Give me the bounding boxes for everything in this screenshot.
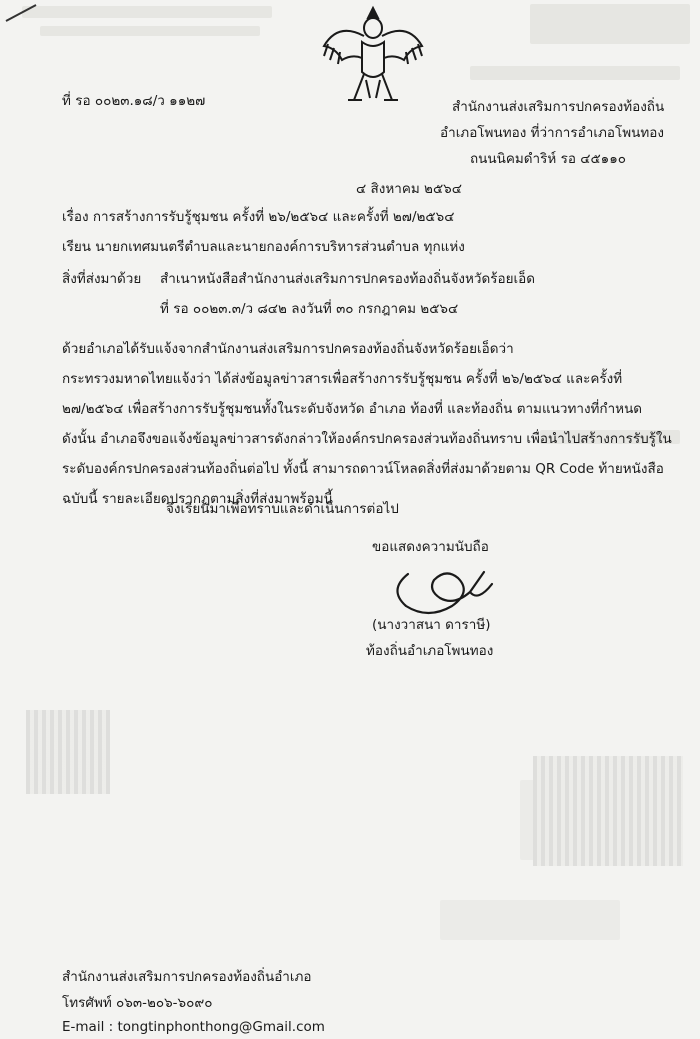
salutation: ขอแสดงความนับถือ: [372, 539, 489, 555]
body-line: ด้วยอำเภอได้รับแจ้งจากสำนักงานส่งเสริมการปกครองท้องถิ่นจังหวัดร้อยเอ็ดว่า: [62, 341, 514, 357]
footer-phone: โทรศัพท์ ๐๖๓-๒๐๖-๖๐๙๐: [62, 995, 213, 1011]
bleed-through: [470, 66, 680, 80]
letter-body: [62, 334, 672, 514]
signer-name: (นางวาสนา ดาราษี): [372, 617, 491, 633]
letter-subject: เรื่อง การสร้างการรับรู้ชุมชน ครั้งที่ ๒๖/๒๕๖๔ และครั้งที่ ๒๗/๒๕๖๔: [62, 209, 455, 225]
closing-request: จึงเรียนมาเพื่อทราบและดำเนินการต่อไป: [166, 501, 399, 517]
bleed-through: [530, 4, 690, 44]
qr-code-bleed: [533, 756, 683, 866]
signer-title: ท้องถิ่นอำเภอโพนทอง: [366, 643, 494, 659]
letter-date: ๔ สิงหาคม ๒๕๖๔: [356, 181, 462, 197]
body-line: กระทรวงมหาดไทยแจ้งว่า ได้ส่งข้อมูลข่าวสารเพื่อสร้างการรับรู้ชุมชน ครั้งที่ ๒๖/๒๕๖๔ และครั้งที่: [62, 371, 623, 387]
bleed-through: [22, 6, 272, 18]
sender-address-line-2: ถนนนิคมดำริห์ รอ ๔๕๑๑๐: [470, 151, 627, 167]
qr-code-bleed: [26, 710, 110, 794]
garuda-emblem-icon: [318, 2, 428, 110]
body-line: ฉบับนี้ รายละเอียดปรากฏตามสิ่งที่ส่งมาพร้อมนี้: [62, 491, 333, 507]
bleed-through: [40, 26, 260, 36]
sender-organization: สำนักงานส่งเสริมการปกครองท้องถิ่น: [452, 99, 665, 115]
sender-address-line-1: อำเภอโพนทอง ที่ว่าการอำเภอโพนทอง: [440, 125, 664, 141]
enclosure-line-2: ที่ รอ ๐๐๒๓.๓/ว ๘๔๒ ลงวันที่ ๓๐ กรกฎาคม ๒๕๖๔: [160, 301, 459, 317]
footer-email: E-mail : tongtinphonthong@Gmail.com: [62, 1019, 325, 1035]
body-line: ระดับองค์กรปกครองส่วนท้องถิ่นต่อไป ทั้งนี้ สามารถดาวน์โหลดสิ่งที่ส่งมาด้วยตาม QR Code ท้ายหนังสือ: [62, 461, 664, 477]
reference-number: ที่ รอ ๐๐๒๓.๑๘/ว ๑๑๒๗: [62, 93, 206, 109]
bleed-through: [440, 900, 620, 940]
body-line: ดังนั้น อำเภอจึงขอแจ้งข้อมูลข่าวสารดังกล่าวให้องค์กรปกครองส่วนท้องถิ่นทราบ เพื่อนำไปสร้างการรับรู้ใน: [62, 431, 672, 447]
body-line: ๒๗/๒๕๖๔ เพื่อสร้างการรับรู้ชุมชนทั้งในระดับจังหวัด อำเภอ ท้องที่ และท้องถิ่น ตามแนวทางที่กำหนด: [62, 401, 643, 417]
enclosure-label: สิ่งที่ส่งมาด้วย: [62, 271, 142, 287]
footer-organization: สำนักงานส่งเสริมการปกครองท้องถิ่นอำเภอ: [62, 969, 312, 985]
handwritten-signature: [388, 562, 498, 622]
letter-recipient: เรียน นายกเทศมนตรีตำบลและนายกองค์การบริหารส่วนตำบล ทุกแห่ง: [62, 239, 465, 255]
enclosure-line-1: สำเนาหนังสือสำนักงานส่งเสริมการปกครองท้องถิ่นจังหวัดร้อยเอ็ด: [160, 271, 536, 287]
